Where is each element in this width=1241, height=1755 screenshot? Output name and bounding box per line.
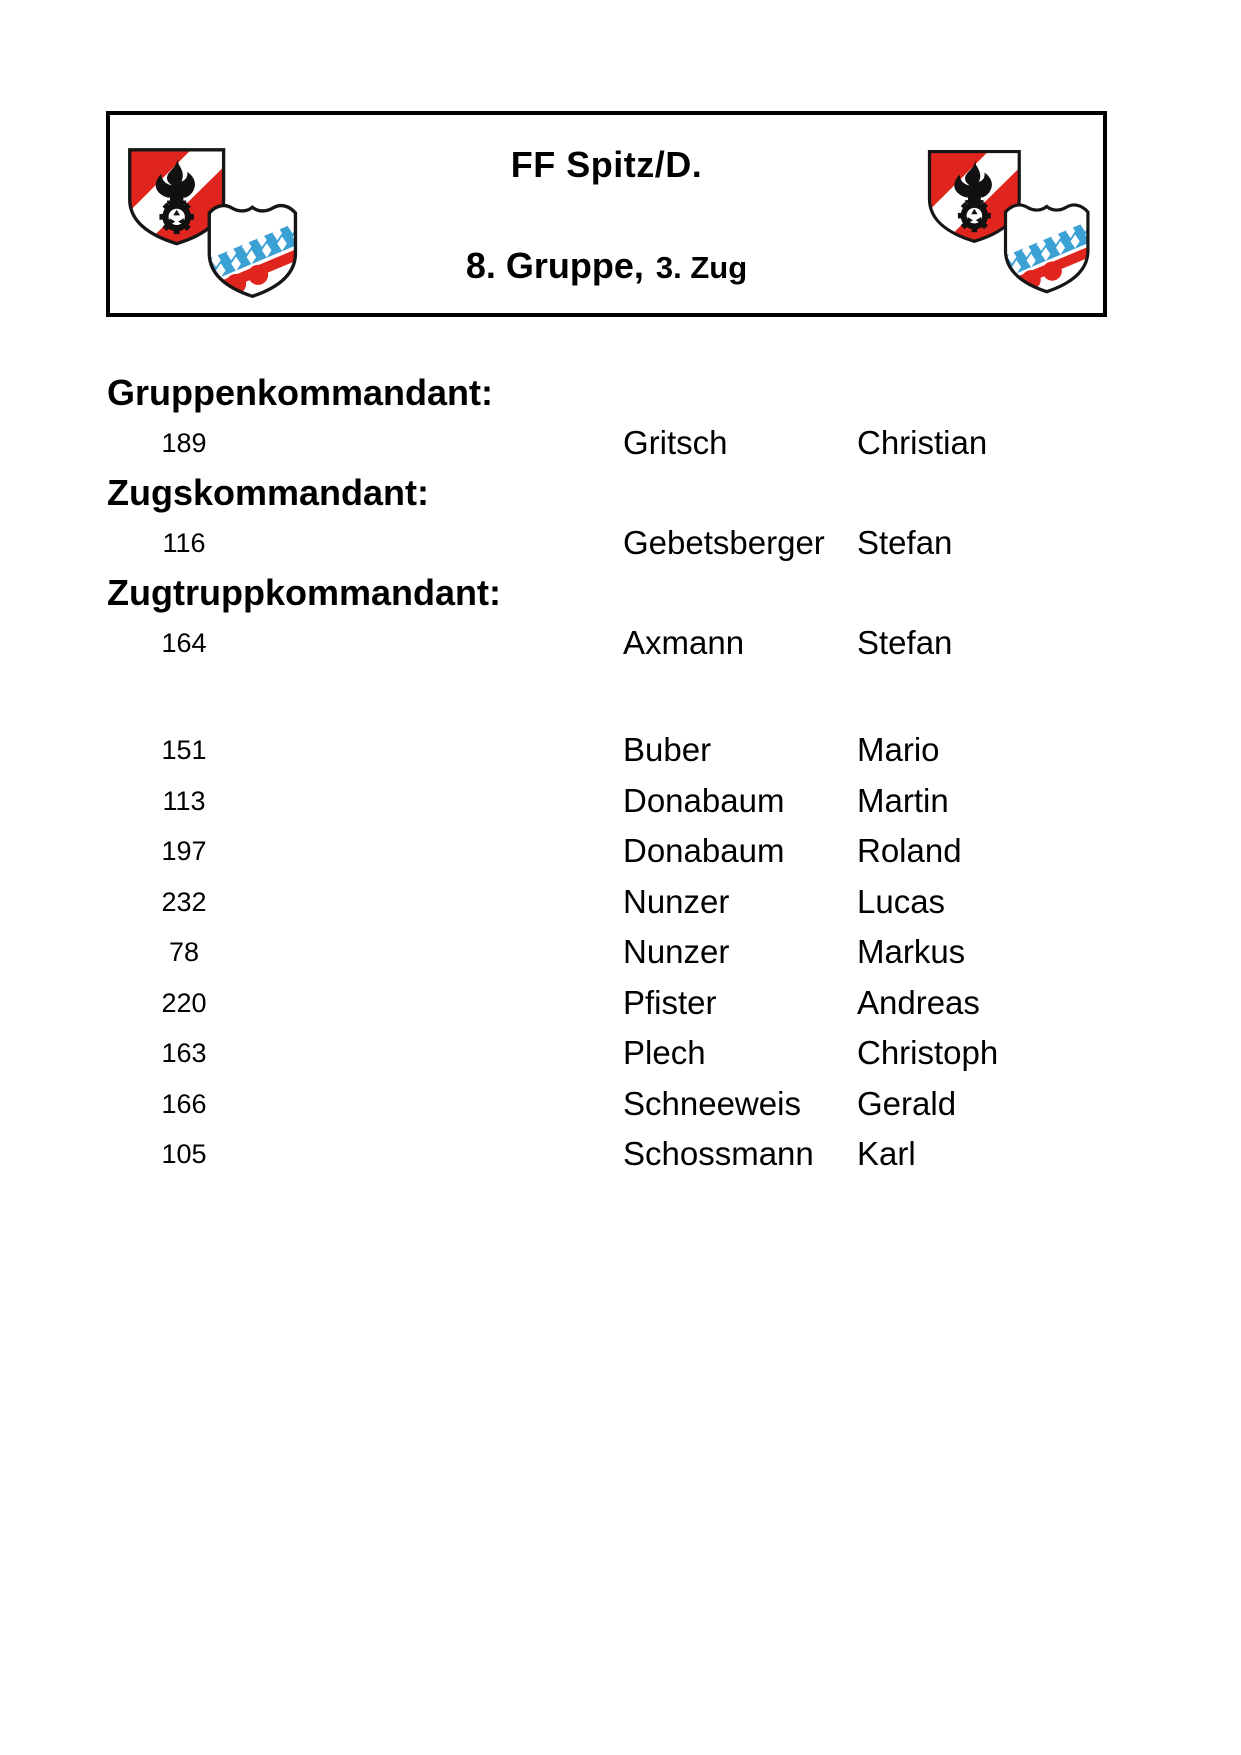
member-last-name: Gebetsberger bbox=[623, 524, 825, 561]
member-last-name: Nunzer bbox=[623, 883, 730, 920]
document-title: FF Spitz/D. bbox=[510, 144, 703, 185]
roster-row bbox=[0, 728, 1241, 772]
member-number: 220 bbox=[161, 988, 207, 1018]
member-first-name: Roland bbox=[857, 832, 962, 869]
member-last-name: Plech bbox=[623, 1034, 706, 1071]
member-first-name: Karl bbox=[857, 1135, 916, 1172]
roster-row bbox=[0, 779, 1241, 823]
roster-row bbox=[0, 981, 1241, 1025]
section-heading: Zugskommandant: bbox=[107, 472, 430, 513]
member-last-name: Donabaum bbox=[623, 832, 785, 869]
member-first-name: Martin bbox=[857, 782, 949, 819]
roster-row bbox=[0, 880, 1241, 924]
member-first-name: Gerald bbox=[857, 1085, 957, 1122]
member-last-name: Schneeweis bbox=[623, 1085, 801, 1122]
member-last-name: Schossmann bbox=[623, 1135, 814, 1172]
member-last-name: Pfister bbox=[623, 984, 717, 1021]
member-number: 151 bbox=[161, 735, 207, 765]
subtitle-zug: 3. Zug bbox=[655, 250, 748, 285]
member-number: 113 bbox=[162, 786, 206, 816]
member-number: 78 bbox=[168, 937, 200, 967]
member-number: 232 bbox=[161, 887, 207, 917]
subtitle-group: 8. Gruppe, bbox=[465, 245, 644, 286]
roster-row bbox=[0, 521, 1241, 565]
roster-row bbox=[0, 1031, 1241, 1075]
member-first-name: Markus bbox=[857, 933, 966, 970]
roster-row bbox=[0, 1132, 1241, 1176]
member-first-name: Andreas bbox=[857, 984, 980, 1021]
section-line bbox=[0, 571, 1241, 615]
member-number: 166 bbox=[161, 1089, 207, 1119]
roster-row bbox=[0, 930, 1241, 974]
section-line bbox=[0, 471, 1241, 515]
roster-row bbox=[0, 421, 1241, 465]
member-last-name: Donabaum bbox=[623, 782, 785, 819]
member-first-name: Stefan bbox=[857, 624, 953, 661]
member-first-name: Mario bbox=[857, 731, 940, 768]
member-first-name: Stefan bbox=[857, 524, 953, 561]
member-number: 189 bbox=[161, 428, 207, 458]
member-first-name: Lucas bbox=[857, 883, 946, 920]
roster-row bbox=[0, 621, 1241, 665]
member-last-name: Axmann bbox=[623, 624, 745, 661]
member-number: 105 bbox=[161, 1139, 207, 1169]
member-last-name: Buber bbox=[623, 731, 712, 768]
roster-row bbox=[0, 829, 1241, 873]
section-heading: Gruppenkommandant: bbox=[107, 372, 494, 413]
section-line bbox=[0, 371, 1241, 415]
member-number: 197 bbox=[161, 836, 207, 866]
section-heading: Zugtruppkommandant: bbox=[107, 572, 501, 613]
member-number: 164 bbox=[161, 628, 207, 658]
member-number: 116 bbox=[162, 528, 206, 558]
member-number: 163 bbox=[161, 1038, 207, 1068]
member-first-name: Christian bbox=[857, 424, 988, 461]
roster-row bbox=[0, 1082, 1241, 1126]
member-last-name: Nunzer bbox=[623, 933, 730, 970]
member-last-name: Gritsch bbox=[623, 424, 728, 461]
member-first-name: Christoph bbox=[857, 1034, 999, 1071]
